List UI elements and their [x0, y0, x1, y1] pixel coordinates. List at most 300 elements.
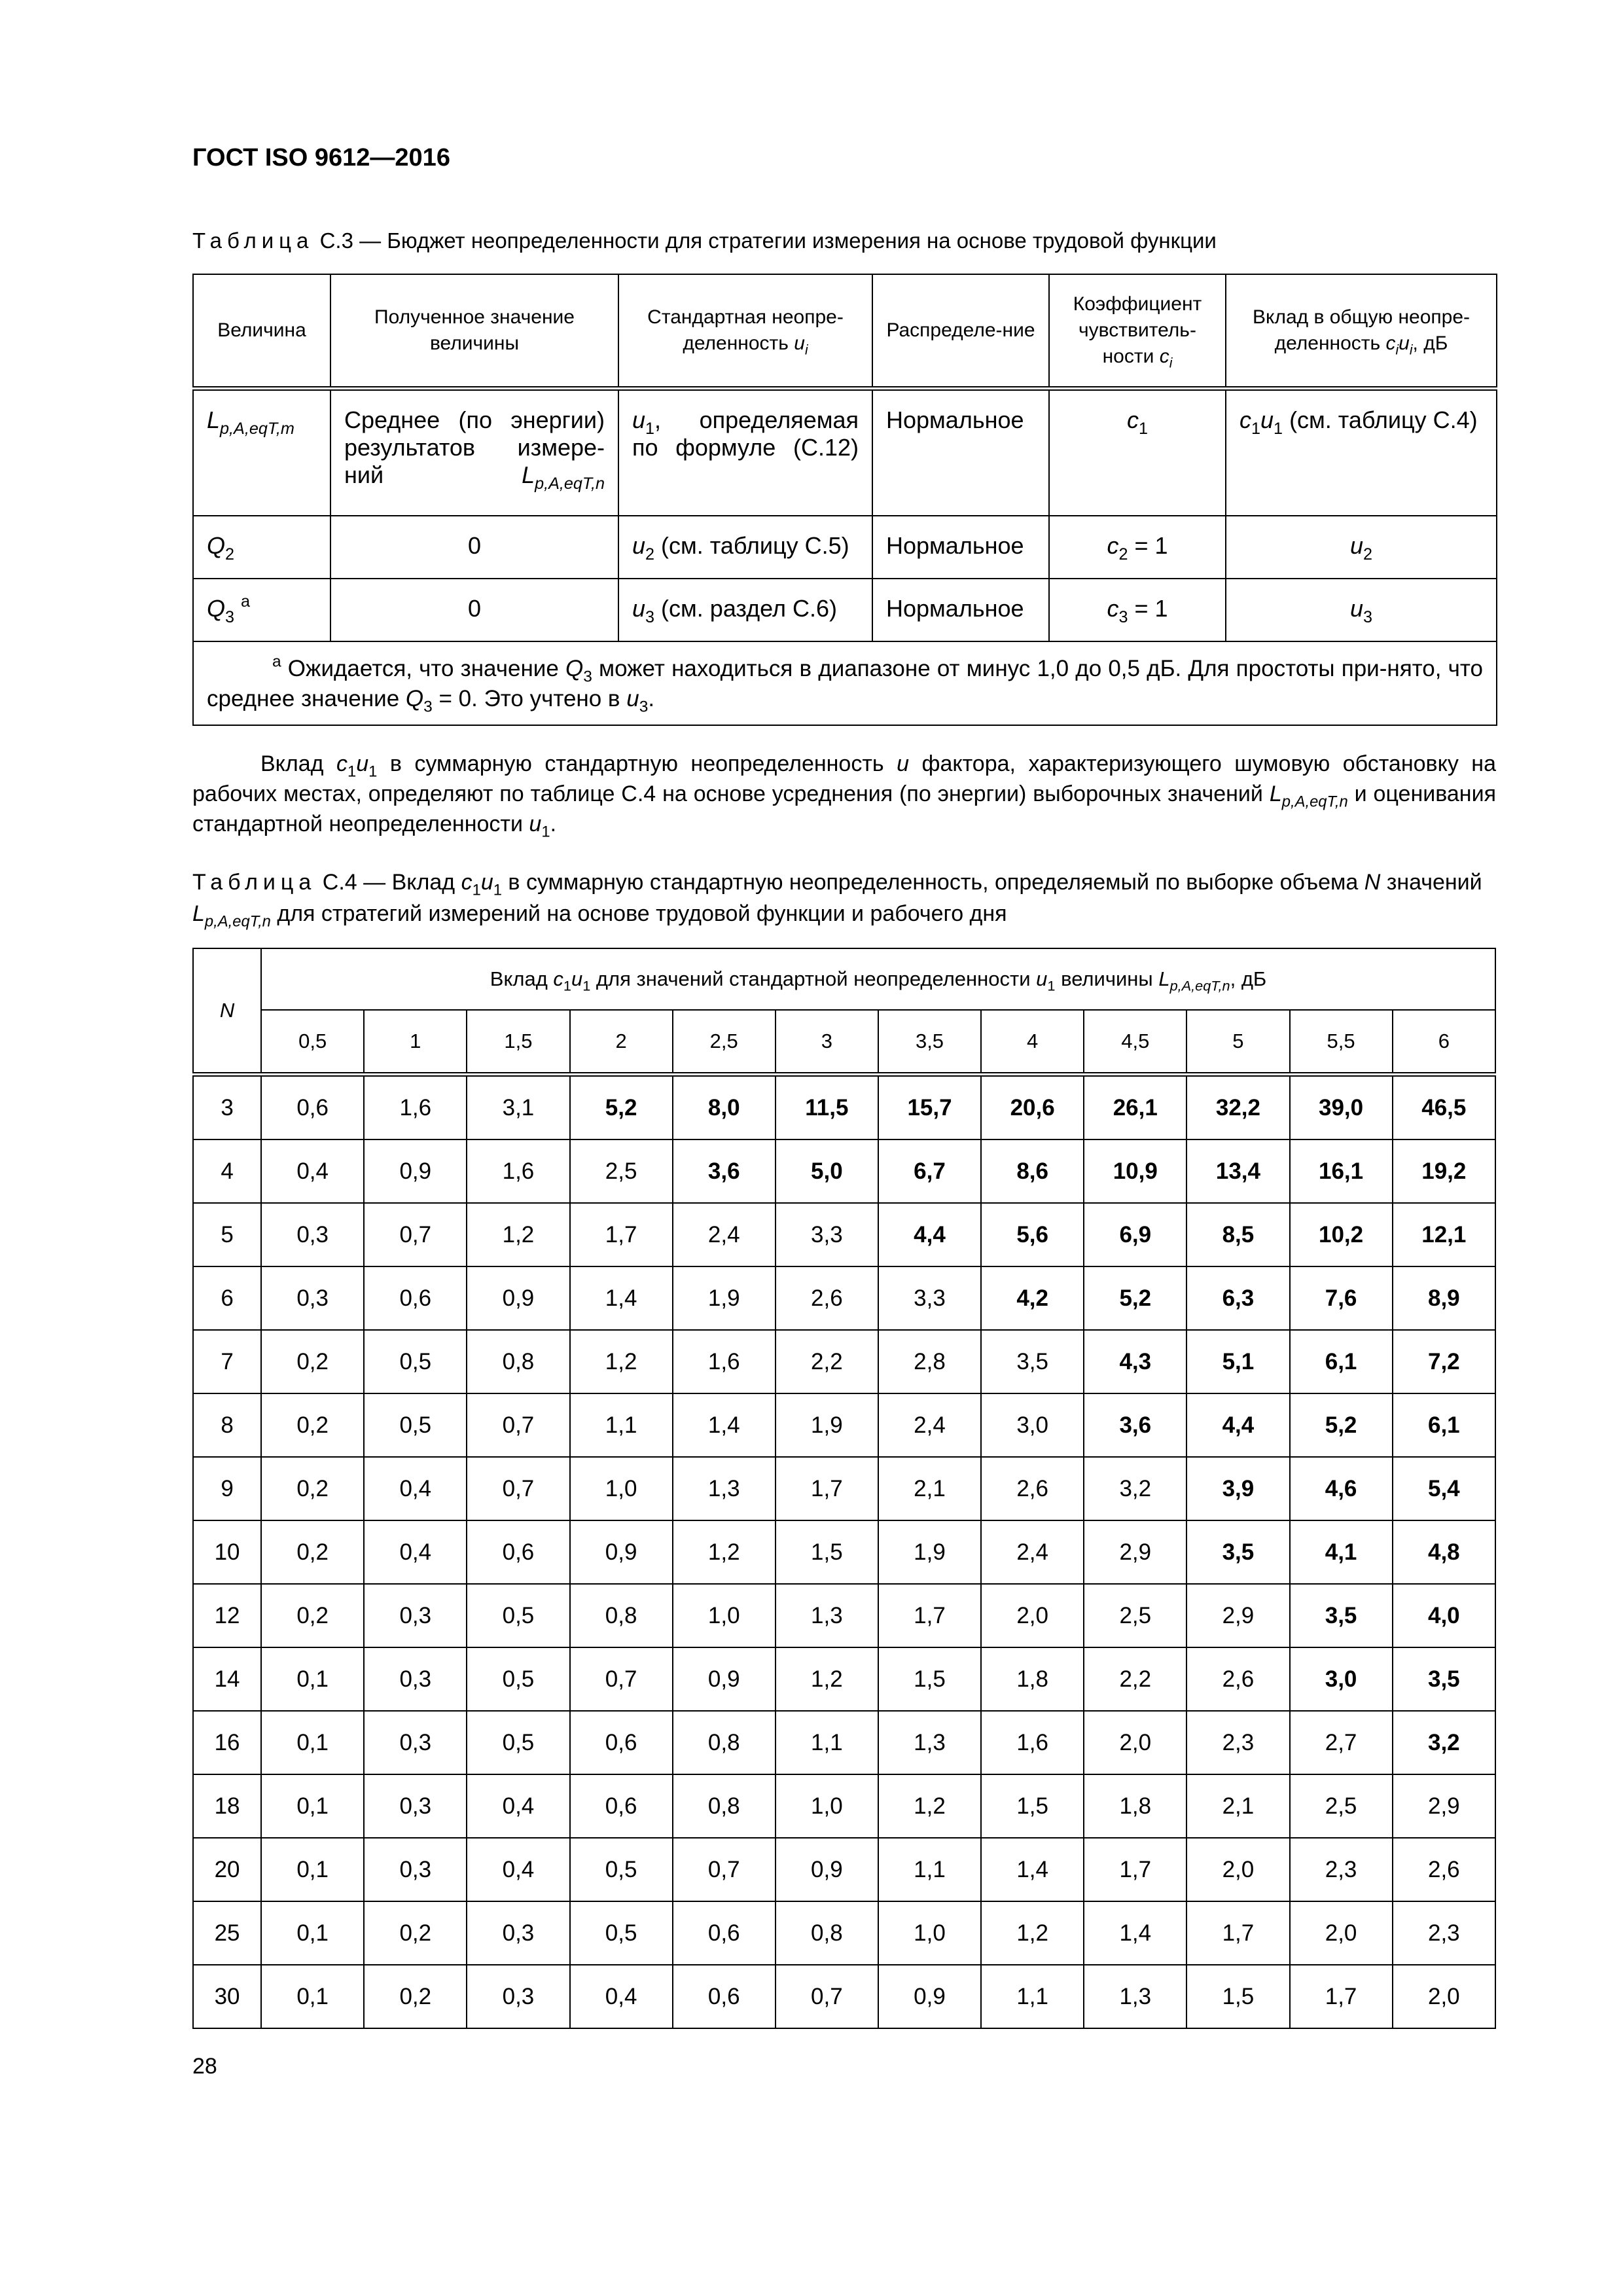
table-cell: 0,3	[261, 1203, 364, 1266]
table-cell: 4,4	[1186, 1393, 1289, 1457]
table-cell: 1,2	[570, 1330, 673, 1393]
table-cell: 4,8	[1393, 1520, 1495, 1584]
table-row	[193, 1266, 1495, 1330]
table-cell: 19,2	[1393, 1139, 1495, 1203]
table-cell: 2,0	[1290, 1901, 1393, 1965]
table-cell: 2,9	[1084, 1520, 1186, 1584]
table-cell: 2,4	[981, 1520, 1084, 1584]
table-cell: 2,6	[1393, 1838, 1495, 1901]
var: L	[522, 461, 535, 488]
table-cell: 2,0	[981, 1584, 1084, 1647]
table-cell: 0,8	[673, 1711, 776, 1774]
caption-number: С.4	[322, 870, 357, 895]
table-cell: 1,9	[776, 1393, 878, 1457]
table-row	[193, 1075, 1495, 1140]
table-cell: 0,2	[261, 1520, 364, 1584]
row-n: 30	[193, 1965, 261, 2028]
table-cell: 4,0	[1393, 1584, 1495, 1647]
var: c	[553, 967, 563, 990]
note-text: = 0. Это учтено в	[432, 686, 627, 711]
table-cell: 0,5	[570, 1901, 673, 1965]
table-row	[193, 1584, 1495, 1647]
table-cell: 11,5	[776, 1075, 878, 1140]
cell-distribution: Нормальное	[872, 389, 1049, 516]
table-cell: 2,8	[878, 1330, 981, 1393]
row-n: 10	[193, 1520, 261, 1584]
cell-uncertainty	[618, 516, 872, 579]
cell-value	[330, 389, 618, 516]
table-cell: 2,1	[878, 1457, 981, 1520]
table-cell: 6,3	[1186, 1266, 1289, 1330]
table-cell: 2,6	[981, 1457, 1084, 1520]
sub: 2	[1118, 545, 1128, 564]
var: u	[1349, 595, 1363, 622]
table-cell: 6,9	[1084, 1203, 1186, 1266]
table-cell: 5,2	[570, 1075, 673, 1140]
table-cell: 0,8	[467, 1330, 569, 1393]
contribution-table	[192, 948, 1496, 2029]
header-sensitivity-coefficient	[1049, 274, 1226, 389]
uncertainty-budget-table	[192, 274, 1497, 726]
sub: 1	[1047, 977, 1056, 994]
header-obtained-value: Полученное значение величины	[330, 274, 618, 389]
var: u	[1036, 967, 1048, 990]
para-text: и оценивания стандартной неопределенности	[192, 781, 1496, 836]
sub: i	[804, 342, 808, 358]
table-cell: 0,4	[570, 1965, 673, 2028]
header-distribution: Распределе-ние	[872, 274, 1049, 389]
table-cell: 2,9	[1186, 1584, 1289, 1647]
column-header: 4,5	[1084, 1010, 1186, 1075]
cell-quantity	[193, 389, 330, 516]
table-cell: 0,2	[261, 1393, 364, 1457]
table-row	[193, 1203, 1495, 1266]
table-cell: 0,8	[570, 1584, 673, 1647]
sub: p,A,eqT,n	[204, 912, 271, 931]
row-n: 14	[193, 1647, 261, 1711]
caption-text: — Бюджет неопределенности для стратегии измерения на основе трудовой функции	[359, 228, 1217, 253]
var: c	[1107, 532, 1119, 559]
table-cell: 0,1	[261, 1838, 364, 1901]
sub: 1	[563, 977, 571, 994]
table-cell: 4,4	[878, 1203, 981, 1266]
column-header: 3,5	[878, 1010, 981, 1075]
row-n: 7	[193, 1330, 261, 1393]
table-cell: 13,4	[1186, 1139, 1289, 1203]
table-cell: 3,5	[1186, 1520, 1289, 1584]
row-n: 20	[193, 1838, 261, 1901]
table-cell: 8,0	[673, 1075, 776, 1140]
column-header: 4	[981, 1010, 1084, 1075]
table-cell: 1,4	[1084, 1901, 1186, 1965]
table-cell: 0,8	[776, 1901, 878, 1965]
sub: 1	[1251, 419, 1261, 438]
sub: 3	[583, 668, 592, 686]
table-cell: 3,2	[1393, 1711, 1495, 1774]
table-cell: 3,2	[1084, 1457, 1186, 1520]
table-cell: 0,5	[467, 1647, 569, 1711]
var: L	[1158, 967, 1170, 990]
header-text: Вклад	[490, 967, 554, 990]
table-cell: 0,6	[364, 1266, 467, 1330]
para-text: Вклад	[260, 751, 336, 776]
var: u	[1399, 332, 1410, 354]
table-cell: 0,5	[364, 1330, 467, 1393]
body-paragraph	[192, 749, 1496, 839]
var: u	[1260, 406, 1274, 433]
table-cell: 0,7	[364, 1203, 467, 1266]
table-cell: 2,3	[1393, 1901, 1495, 1965]
table-cell: 6,1	[1290, 1330, 1393, 1393]
para-text: фактора, характеризующего шумовую обстановку на рабочих местах, определяют по таблице С.4 на основе усреднения (по энергии) выборочных значений	[192, 751, 1496, 806]
table-cell: 0,1	[261, 1774, 364, 1838]
var: u	[356, 751, 369, 776]
var: Q	[207, 595, 226, 622]
footnote-mark: a	[272, 653, 281, 671]
table-row	[193, 1520, 1495, 1584]
table-cell: 0,2	[261, 1457, 364, 1520]
table-cell: 0,2	[261, 1584, 364, 1647]
table-cell: 1,3	[1084, 1965, 1186, 2028]
caption-text: значений	[1380, 870, 1482, 895]
table-cell: 0,2	[261, 1330, 364, 1393]
table-cell: 0,3	[261, 1266, 364, 1330]
table-cell: 8,6	[981, 1139, 1084, 1203]
table-cell: 46,5	[1393, 1075, 1495, 1140]
var: Q	[405, 686, 424, 711]
caption-label: Таблица	[192, 870, 317, 895]
table-cell: 4,3	[1084, 1330, 1186, 1393]
table-cell: 1,4	[570, 1266, 673, 1330]
table-cell: 1,6	[673, 1330, 776, 1393]
table-cell: 0,7	[570, 1647, 673, 1711]
table-cell: 1,1	[570, 1393, 673, 1457]
header-text: величины	[1055, 967, 1159, 990]
table-cell: 1,5	[878, 1647, 981, 1711]
table-cell: 2,3	[1186, 1711, 1289, 1774]
cell-uncertainty	[618, 389, 872, 516]
table-cell: 1,2	[673, 1520, 776, 1584]
note-text: Ожидается, что значение	[281, 656, 565, 681]
row-n: 8	[193, 1393, 261, 1457]
var: c	[461, 870, 473, 895]
table-cell: 3,0	[1290, 1647, 1393, 1711]
caption-text: для стратегий измерений на основе трудовой функции и рабочего дня	[270, 901, 1007, 926]
table-cell: 0,5	[364, 1393, 467, 1457]
sub: 3	[1363, 607, 1373, 626]
table-cell: 0,7	[776, 1965, 878, 2028]
table-cell: 1,0	[673, 1584, 776, 1647]
var: c	[1385, 332, 1396, 354]
table-row	[193, 1139, 1495, 1203]
column-header: 6	[1393, 1010, 1495, 1075]
table-cell: 0,4	[467, 1838, 569, 1901]
note-text: .	[648, 686, 655, 711]
table-cell: 1,2	[467, 1203, 569, 1266]
table-cell: 1,3	[776, 1584, 878, 1647]
footnote-mark: a	[241, 592, 251, 611]
cell-contribution	[1226, 389, 1497, 516]
note-text: может находиться в диапазоне от минус 1,0 до 0,5 дБ. Для простоты при-нято, что среднее значение	[207, 656, 1483, 711]
header-text: Стандартная неопре-деленность	[647, 306, 844, 354]
sub: 3	[639, 698, 649, 716]
table-cell: 1,6	[364, 1075, 467, 1140]
header-text: для значений стандартной неопределенности	[590, 967, 1037, 990]
table-cell: 4,1	[1290, 1520, 1393, 1584]
column-header: 2,5	[673, 1010, 776, 1075]
table-cell: 5,2	[1084, 1266, 1186, 1330]
table-cell: 2,0	[1084, 1711, 1186, 1774]
para-text: .	[550, 812, 557, 836]
cell-text: Среднее (по энергии) результатов измере-ний	[344, 406, 605, 488]
var: L	[192, 901, 205, 926]
table-cell: 0,6	[570, 1711, 673, 1774]
table-c3-caption	[192, 225, 1495, 257]
table-cell: 0,5	[467, 1711, 569, 1774]
cell-quantity	[193, 579, 330, 641]
table-cell: 32,2	[1186, 1075, 1289, 1140]
table-cell: 5,0	[776, 1139, 878, 1203]
table-cell: 0,1	[261, 1901, 364, 1965]
var: u	[571, 967, 583, 990]
cell-text: , определяемая по формуле (С.12)	[632, 406, 859, 461]
var: u	[529, 812, 542, 836]
table-cell: 1,7	[776, 1457, 878, 1520]
table-cell: 15,7	[878, 1075, 981, 1140]
column-header: 5	[1186, 1010, 1289, 1075]
table-cell: 2,5	[1084, 1584, 1186, 1647]
sub: 1	[368, 762, 378, 781]
table-footnote	[193, 641, 1497, 725]
row-n: 18	[193, 1774, 261, 1838]
table-cell: 2,6	[1186, 1647, 1289, 1711]
table-cell: 0,7	[673, 1838, 776, 1901]
column-header: 3	[776, 1010, 878, 1075]
table-cell: 1,5	[981, 1774, 1084, 1838]
table-cell: 0,1	[261, 1965, 364, 2028]
table-cell: 0,6	[673, 1965, 776, 2028]
table-cell: 2,3	[1290, 1838, 1393, 1901]
table-cell: 1,6	[981, 1711, 1084, 1774]
table-cell: 3,5	[981, 1330, 1084, 1393]
table-cell: 0,7	[467, 1393, 569, 1457]
var: c	[1107, 595, 1119, 622]
table-cell: 0,5	[570, 1838, 673, 1901]
table-cell: 3,0	[981, 1393, 1084, 1457]
table-cell: 0,6	[261, 1075, 364, 1140]
cell-contribution	[1226, 516, 1497, 579]
caption-text: в суммарную стандартную неопределенность, определяемый по выборке объема	[501, 870, 1364, 895]
table-cell: 10,9	[1084, 1139, 1186, 1203]
table-cell: 0,1	[261, 1711, 364, 1774]
header-contribution-span	[261, 948, 1495, 1010]
cell-text: (см. таблицу С.5)	[654, 532, 849, 559]
var: c	[1126, 406, 1139, 433]
table-cell: 39,0	[1290, 1075, 1393, 1140]
page-number: 28	[192, 2054, 217, 2079]
table-cell: 1,0	[570, 1457, 673, 1520]
table-cell: 3,3	[878, 1266, 981, 1330]
var: u	[897, 751, 910, 776]
table-row	[193, 1393, 1495, 1457]
table-row	[193, 1457, 1495, 1520]
table-cell: 2,0	[1393, 1965, 1495, 2028]
sub: i	[1409, 342, 1413, 358]
table-cell: 1,5	[776, 1520, 878, 1584]
table-cell: 2,4	[673, 1203, 776, 1266]
table-cell: 0,9	[776, 1838, 878, 1901]
table-cell: 0,3	[467, 1965, 569, 2028]
table-c4-caption	[192, 867, 1495, 929]
caption-text: — Вклад	[357, 870, 461, 895]
table-cell: 0,9	[878, 1965, 981, 2028]
var: L	[1269, 781, 1282, 806]
sub: 1	[1274, 419, 1283, 438]
sub: p,A,eqT,n	[1281, 793, 1348, 811]
sub: 1	[1138, 419, 1148, 438]
var: u	[632, 406, 646, 433]
row-n: 9	[193, 1457, 261, 1520]
table-cell: 2,9	[1393, 1774, 1495, 1838]
table-cell: 1,0	[878, 1901, 981, 1965]
table-subheader-row	[193, 1010, 1495, 1075]
table-cell: 0,7	[467, 1457, 569, 1520]
header-standard-uncertainty	[618, 274, 872, 389]
cell-text: = 1	[1128, 595, 1168, 622]
table-cell: 0,5	[467, 1584, 569, 1647]
table-cell: 3,6	[673, 1139, 776, 1203]
sub: 1	[541, 823, 550, 841]
table-cell: 6,1	[1393, 1393, 1495, 1457]
table-cell: 1,1	[981, 1965, 1084, 2028]
table-cell: 3,5	[1290, 1584, 1393, 1647]
table-row	[193, 1330, 1495, 1393]
table-cell: 6,7	[878, 1139, 981, 1203]
table-cell: 1,6	[467, 1139, 569, 1203]
header-quantity: Величина	[193, 274, 330, 389]
var: u	[626, 686, 639, 711]
table-cell: 8,5	[1186, 1203, 1289, 1266]
table-cell: 2,4	[878, 1393, 981, 1457]
table-cell: 0,9	[364, 1139, 467, 1203]
sub: 3	[225, 607, 235, 626]
table-footnote-row	[193, 641, 1497, 725]
cell-coefficient	[1049, 579, 1226, 641]
var: N	[1364, 870, 1381, 895]
table-cell: 1,9	[673, 1266, 776, 1330]
table-header-row	[193, 948, 1495, 1010]
table-row	[193, 579, 1497, 641]
cell-coefficient	[1049, 389, 1226, 516]
table-cell: 0,3	[364, 1711, 467, 1774]
table-cell: 4,6	[1290, 1457, 1393, 1520]
table-cell: 1,8	[981, 1647, 1084, 1711]
table-cell: 5,6	[981, 1203, 1084, 1266]
cell-contribution	[1226, 579, 1497, 641]
sub: 1	[645, 419, 655, 438]
table-row	[193, 1901, 1495, 1965]
table-cell: 2,5	[1290, 1774, 1393, 1838]
table-cell: 0,3	[364, 1584, 467, 1647]
sub: 1	[493, 881, 502, 899]
sub: 1	[348, 762, 357, 781]
cell-distribution: Нормальное	[872, 516, 1049, 579]
table-cell: 1,2	[981, 1901, 1084, 1965]
table-cell: 2,6	[776, 1266, 878, 1330]
cell-text: = 1	[1128, 532, 1168, 559]
sub: 1	[582, 977, 591, 994]
var: u	[632, 595, 646, 622]
var: u	[794, 332, 805, 354]
table-cell: 0,4	[467, 1774, 569, 1838]
table-cell: 3,9	[1186, 1457, 1289, 1520]
table-cell: 12,1	[1393, 1203, 1495, 1266]
table-cell: 3,5	[1393, 1647, 1495, 1711]
row-n: 25	[193, 1901, 261, 1965]
sub: 3	[645, 607, 655, 626]
table-cell: 8,9	[1393, 1266, 1495, 1330]
sub: 3	[1118, 607, 1128, 626]
table-cell: 0,3	[364, 1647, 467, 1711]
table-cell: 1,4	[673, 1393, 776, 1457]
table-cell: 1,3	[673, 1457, 776, 1520]
column-header: 2	[570, 1010, 673, 1075]
table-cell: 0,9	[467, 1266, 569, 1330]
table-cell: 10,2	[1290, 1203, 1393, 1266]
var: Q	[207, 532, 226, 559]
table-cell: 2,0	[1186, 1838, 1289, 1901]
table-cell: 20,6	[981, 1075, 1084, 1140]
table-cell: 1,8	[1084, 1774, 1186, 1838]
table-row	[193, 389, 1497, 516]
table-cell: 1,5	[1186, 1965, 1289, 2028]
table-cell: 0,2	[364, 1965, 467, 2028]
sub: 1	[472, 881, 481, 899]
row-n: 5	[193, 1203, 261, 1266]
header-n	[193, 948, 261, 1075]
cell-text: (см. таблицу С.4)	[1283, 406, 1478, 433]
sub: 2	[225, 545, 235, 564]
var: u	[632, 532, 646, 559]
table-cell: 1,7	[1084, 1838, 1186, 1901]
sub: p,A,eqT,n	[1169, 977, 1230, 994]
sub: p,A,eqT,m	[220, 419, 294, 438]
table-row	[193, 1838, 1495, 1901]
cell-text: (см. раздел С.6)	[654, 595, 837, 622]
table-cell: 0,4	[364, 1520, 467, 1584]
table-cell: 0,4	[364, 1457, 467, 1520]
table-cell: 0,6	[673, 1901, 776, 1965]
table-cell: 0,8	[673, 1774, 776, 1838]
table-cell: 0,3	[364, 1838, 467, 1901]
table-cell: 1,2	[878, 1774, 981, 1838]
table-cell: 1,2	[776, 1647, 878, 1711]
cell-value: 0	[330, 516, 618, 579]
header-text: , дБ	[1230, 967, 1267, 990]
var: c	[1240, 406, 1251, 433]
table-cell: 0,3	[467, 1901, 569, 1965]
row-n: 12	[193, 1584, 261, 1647]
column-header: 1,5	[467, 1010, 569, 1075]
var: Q	[565, 656, 584, 681]
table-cell: 26,1	[1084, 1075, 1186, 1140]
table-row	[193, 1711, 1495, 1774]
table-cell: 1,3	[878, 1711, 981, 1774]
table-cell: 1,4	[981, 1838, 1084, 1901]
table-cell: 5,4	[1393, 1457, 1495, 1520]
table-cell: 7,2	[1393, 1330, 1495, 1393]
var: u	[480, 870, 493, 895]
